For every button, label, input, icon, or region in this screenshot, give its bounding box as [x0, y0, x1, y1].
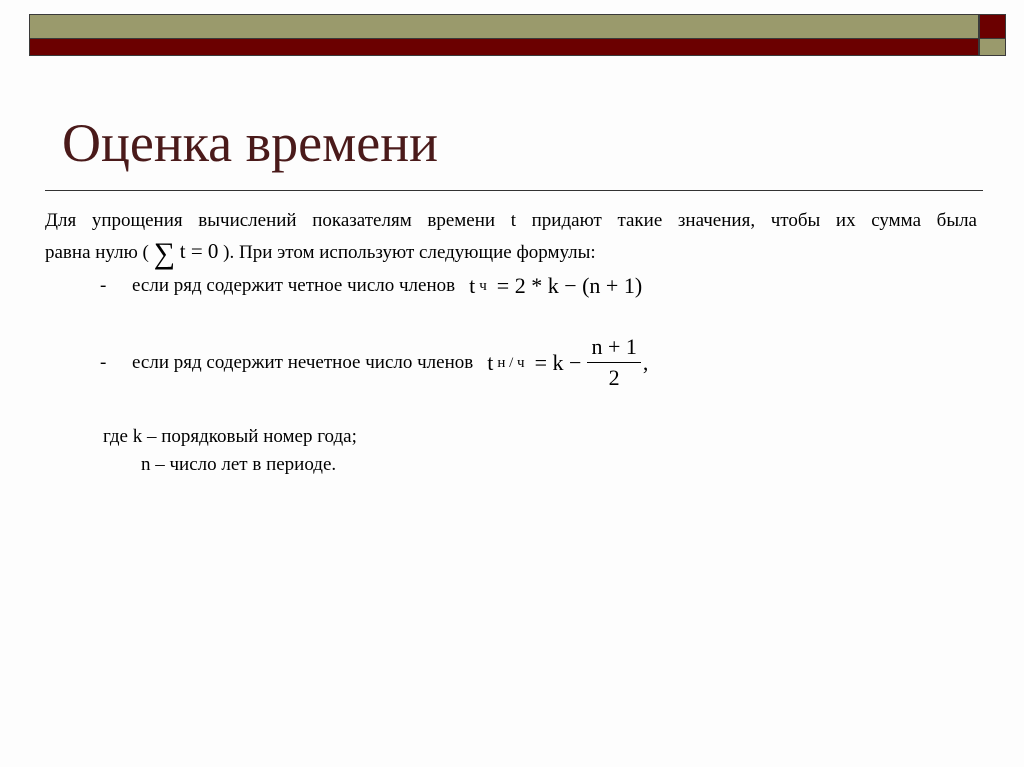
header-bar-olive	[29, 14, 979, 39]
formula-even	[469, 273, 642, 299]
legend	[103, 423, 357, 479]
intro-paragraph	[45, 206, 977, 269]
intro-line-1: Для упрощения вычислений показателям времени t придают такие значения, чтобы их сумма была	[45, 210, 977, 231]
header-square-maroon	[979, 14, 1006, 39]
formula-var: t	[487, 350, 494, 375]
item-dash: -	[100, 352, 107, 373]
formula-odd	[487, 334, 648, 393]
intro-line-2-start: равна нулю (	[45, 242, 149, 263]
formula-subscript: н / ч	[497, 354, 525, 371]
fraction-numerator: n + 1	[591, 333, 637, 359]
fraction	[587, 334, 640, 393]
formula-subscript: ч	[479, 277, 487, 294]
item-text: если ряд содержит четное число членов	[132, 275, 456, 296]
formula-item-even	[100, 268, 642, 304]
formula-item-odd	[100, 330, 648, 396]
intro-line-2	[45, 236, 977, 269]
legend-line-n: n – число лет в периоде.	[141, 454, 337, 475]
legend-line-k: где k – порядковый номер года;	[103, 426, 357, 447]
header-bar-maroon	[29, 39, 979, 56]
sum-expression: t = 0	[179, 239, 219, 263]
formula-rhs: = 2 * k − (n + 1)	[496, 273, 643, 298]
fraction-denominator: 2	[608, 364, 620, 390]
formula-trail: ,	[642, 350, 649, 375]
item-text: если ряд содержит нечетное число членов	[132, 352, 474, 373]
header-square-olive	[979, 39, 1006, 56]
title-divider	[45, 190, 983, 191]
intro-line-2-end: ). При этом используют следующие формулы:	[223, 242, 596, 263]
sum-symbol: ∑	[153, 237, 175, 270]
formula-var: t	[469, 273, 476, 298]
slide-title: Оценка времени	[62, 113, 439, 173]
formula-rhs: = k −	[534, 350, 582, 375]
item-dash: -	[100, 275, 107, 296]
